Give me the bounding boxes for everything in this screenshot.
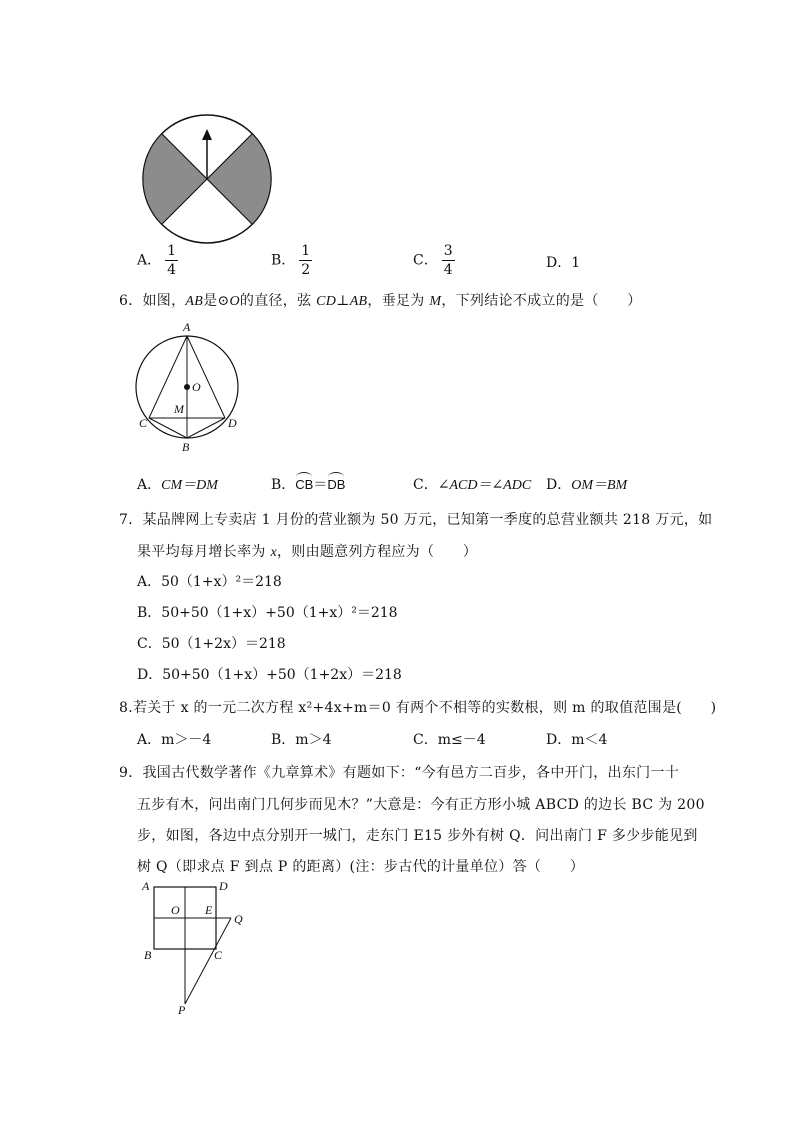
q9-stem-line3: 步，如图，各边中点分别开一城门，走东门 E15 步外有树 Q．问出南门 F 多少步能见到 [137, 828, 698, 844]
q7-option-b: B．50+50（1+x）+50（1+x）²＝218 [137, 605, 398, 621]
q6-option-b: B．CB＝DB [271, 477, 346, 493]
label-c: C [214, 948, 223, 962]
q5-option-a: A． $\frac{1}{4}$ [137, 243, 177, 278]
q8-stem: 8.若关于 x 的一元二次方程 x²+4x+m＝0 有两个不相等的实数根，则 m 的取值范围是( ) [119, 700, 717, 716]
label-b: B [144, 948, 152, 962]
q6-option-c: C．∠ACD＝∠ADC [413, 477, 532, 493]
q5-option-b: B． $\frac{1}{2}$ [271, 243, 311, 278]
label-d: D [219, 879, 228, 893]
q6-option-a: A．CM＝DM [137, 477, 218, 493]
label-q: Q [234, 912, 243, 926]
center-point [184, 384, 190, 390]
label-a: A [183, 320, 191, 334]
arc-db: DB [327, 477, 346, 492]
label-a: A [142, 879, 150, 893]
city-square-figure [140, 880, 260, 1015]
q7-option-c: C．50（1+2x）＝218 [137, 636, 286, 652]
q7-stem-line1: 7．某品牌网上专卖店 1 月份的营业额为 50 万元，已知第一季度的总营业额共 218 万元，如 [119, 512, 713, 528]
q9-stem-line4: 树 Q（即求点 F 到点 P 的距离）(注：步古代的计量单位）答（ ） [137, 859, 585, 875]
label-e: E [205, 903, 213, 917]
q9-stem-line1: 9．我国古代数学著作《九章算术》有题如下：“今有邑方二百步，各中开门，出东门一十 [119, 765, 680, 781]
q6-stem: 6．如图，AB是⊙O的直径，弦 CD⊥AB，垂足为 M，下列结论不成立的是（ ） [119, 293, 642, 309]
q9-stem-line2: 五步有木，问出南门几何步而见木？”大意是：今有正方形小城 ABCD 的边长 BC 为 200 [137, 797, 705, 813]
label-b: B [182, 440, 190, 454]
arc-cb: CB [295, 477, 314, 492]
label-c: C [139, 416, 148, 430]
circle-chord-figure [130, 318, 250, 458]
q5-option-c: C． $\frac{3}{4}$ [413, 243, 453, 278]
label-d: D [228, 416, 237, 430]
q8-option-b: B．m＞4 [271, 732, 332, 748]
q8-option-c: C．m≤－4 [413, 732, 486, 748]
label-p: P [178, 1003, 186, 1017]
q7-option-d: D．50+50（1+x）+50（1+2x）＝218 [137, 667, 402, 683]
q8-option-d: D．m＜4 [546, 732, 608, 748]
q6-option-d: D．OM＝BM [546, 477, 628, 493]
label-o: O [192, 380, 201, 394]
q5-option-d: D．1 [546, 255, 581, 271]
q7-stem-line2: 果平均每月增长率为 x，则由题意列方程应为（ ） [137, 544, 478, 560]
q8-option-a: A．m＞－4 [137, 732, 212, 748]
label-o: O [171, 903, 180, 917]
spinner-figure [140, 112, 274, 246]
label-m: M [174, 402, 184, 416]
q7-option-a: A．50（1+x）²＝218 [137, 574, 282, 590]
